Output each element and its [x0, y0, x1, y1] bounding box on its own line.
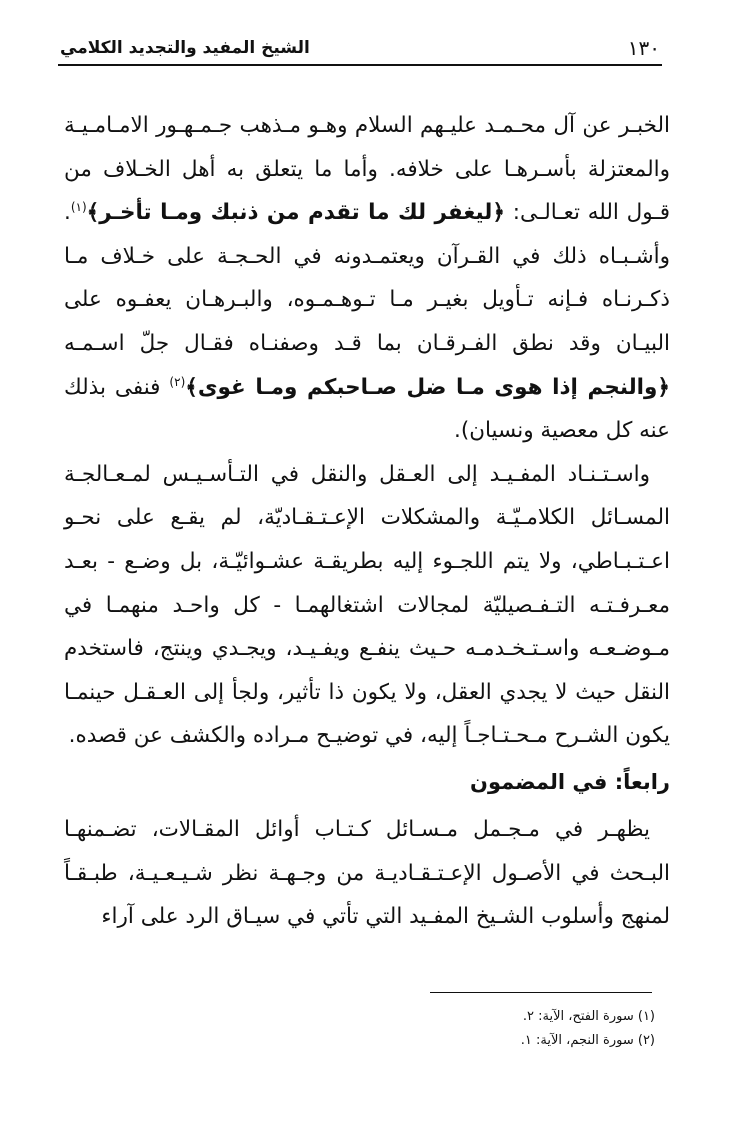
footnote-rule: [430, 992, 652, 993]
footnote-1: (١) سورة الفتح، الآية: ٢.: [522, 1009, 655, 1024]
paragraph-1-part-b: . وأشـبـاه ذلك في القـرآن ويعتمـدونه في الحـجـة على خـلاف مـا ذكـرنـاه فـإنه تـأويل بغيـر مـا تـوهـمـوه، والبـرهـان يعفـوه على البيـان وقد نطق الفـرقـان بما قـد وصفنـاه فقـال جلّ اسـمـه: [64, 200, 670, 356]
book-title: الشيخ المفيد والتجديد الكلامي: [60, 38, 310, 58]
quran-verse-2: ﴿والنجم إذا هوى مـا ضل صـاحبكم ومـا غوى﴾: [185, 374, 670, 400]
running-header: [60, 34, 660, 68]
paragraph-1: [64, 104, 670, 453]
paragraph-1-part-c: فنفى بذلك عنه كل معصية ونسيان).: [64, 374, 670, 444]
section-heading: رابعاً: في المضمون: [470, 769, 670, 794]
body-text: [64, 104, 670, 939]
footnote-ref-2: (٢): [169, 374, 186, 389]
page-number: ١٣٠: [627, 36, 660, 60]
header-rule: [58, 64, 662, 66]
paragraph-2: واسـتـنـاد المفـيـد إلى العـقل والنقل في التـأسـيـس لمـعـالجـة المسـائل الكلامـيّـة والمشكلات الإعـتـقـاديّة، لم يقـع على نحـو اعـتـبـاطي، ولا يتم اللجـوء إليه بطريقـة عشـوائيّـة، بل وضـع - بعـد معـرفـتـه التـفـصيليّة لمجالات اشتغالهمـا - كل واحـد منهمـا في مـوضـعـه واسـتـخـدمـه حـيث ينفـع ويفـيـد، ويجـدي وينتج، فاستخدم النقل حيث لا يجدي العقل، ولا يكون ذا تأثير، ولجأ إلى العـقـل حينمـا يكون الشـرح مـحـتـاجـاً إليه، في توضيـح مـراده والكشف عن قصده.: [64, 461, 670, 749]
footnote-ref-1: (١): [70, 200, 87, 215]
footnote-2: (٢) سورة النجم، الآية: ١.: [520, 1033, 655, 1048]
paragraph-1-part-a: الخبـر عن آل محـمـد عليـهم السلام وهـو مـذهب جـمـهـور الامـامـيـة والمعتزلة بأسـرهـا على خلافه. وأما ما يتعلق به أهل الخـلاف من قـول الله تعـالـى:: [64, 113, 670, 226]
paragraph-3: يظهـر في مـجـمل مـسـائل كـتـاب أوائل المقـالات، تضـمنهـا البـحث في الأصـول الإعـتـقـاديـة من وجـهـة نظر شـيـعـيـة، طبـقـاً لمنهج وأسلوب الشـيخ المفـيد التي تأتي في سيـاق الرد على آراء: [64, 816, 670, 930]
quran-verse-1: ﴿ليغفر لك ما تقدم من ذنبك ومـا تأخـر﴾: [86, 200, 505, 226]
footnotes: [255, 1005, 655, 1053]
